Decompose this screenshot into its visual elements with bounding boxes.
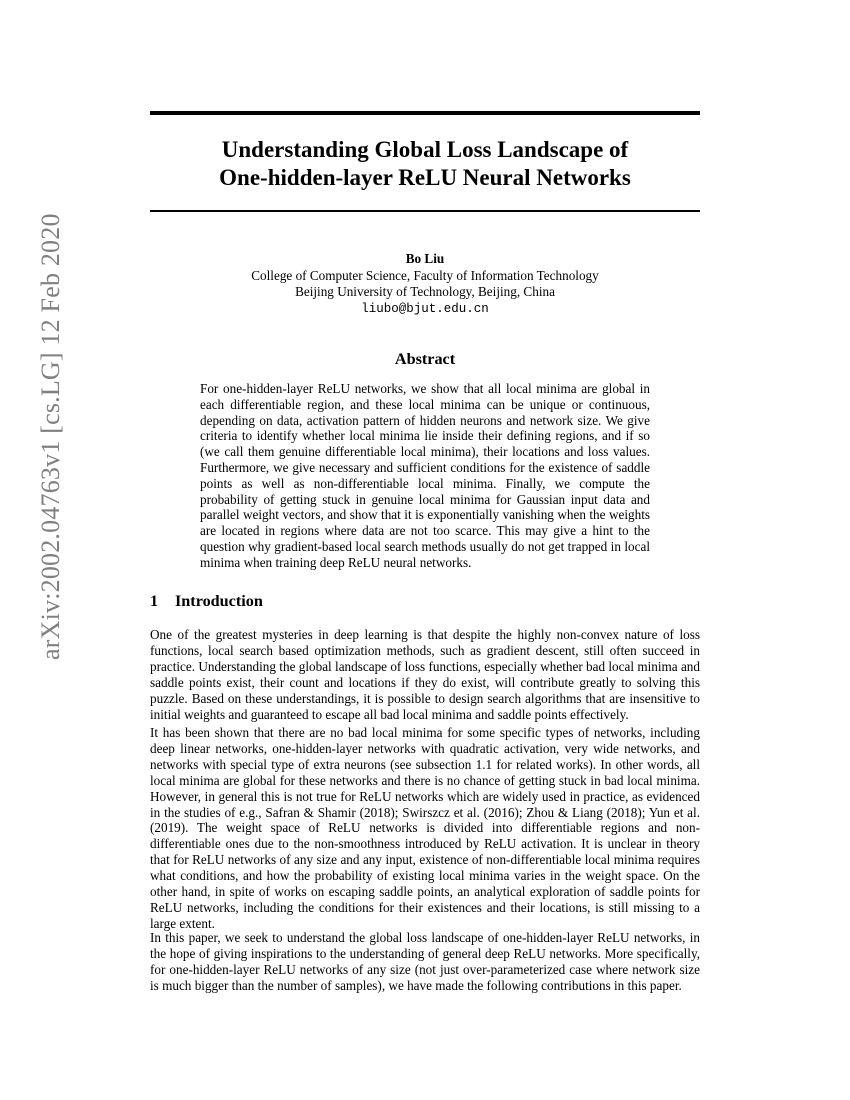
author-email: liubo@bjut.edu.cn — [361, 301, 489, 316]
paper-title — [150, 136, 700, 192]
affiliation-line-2: Beijing University of Technology, Beijing, China — [295, 284, 555, 299]
affiliation-line-1: College of Computer Science, Faculty of Information Technology — [251, 267, 599, 283]
abstract-heading: Abstract — [394, 350, 456, 368]
title-top-rule — [150, 111, 700, 115]
author-name: Bo Liu — [405, 251, 445, 266]
section-number: 1 — [150, 592, 159, 610]
title-bottom-rule — [150, 210, 700, 212]
intro-paragraph-2: It has been shown that there are no bad local minima for some specific types of networks, including deep linear networks, one-hidden-layer networks with quadratic activation, very wide networks, and networks with special type of extra neurons (see subsection 1.1 for related works). In other words, all local minima are global for these networks and there is no chance of getting stuck in bad local minima. However, in general this is not true for ReLU networks which are widely used in practice, as evidenced in the studies of e.g., Safran & Shamir (2018); Swirszcz et al. (2016); Zhou & Liang (2018); Yun et al. (2019). The weight space of ReLU networks is divided into differentiable regions and non-differentiable ones due to the non-smoothness introduced by ReLU activation. It is unclear in theory that for ReLU networks of any size and any input, existence of non-differentiable local minima requires what conditions, and how the probability of existing local minima varies in the weight space. On the other hand, in spite of works on escaping saddle points, an analytical exploration of saddle points for ReLU networks, including the conditions for their existences and their locations, is still missing to a large extent. — [150, 725, 700, 931]
arxiv-identifier: arXiv:2002.04763v1 [cs.LG] 12 Feb 2020 — [36, 213, 65, 660]
abstract-text: For one-hidden-layer ReLU networks, we show that all local minima are global in each differentiable region, and these local minima can be unique or continuous, depending on data, activation pattern of hidden neurons and network size. We give criteria to identify whether local minima lie inside their defining regions, and if so (we call them genuine differentiable local minima), their locations and loss values. Furthermore, we give necessary and sufficient conditions for the existence of saddle points as well as non-differentiable local minima. Finally, we compute the probability of getting stuck in genuine local minima for Gaussian input data and parallel weight vectors, and show that it is exponentially vanishing when the weights are located in regions where data are not too scarce. This may give a hint to the question why gradient-based local search methods usually do not get trapped in local minima when training deep ReLU neural networks. — [200, 381, 650, 570]
section-heading-introduction — [150, 592, 263, 611]
intro-paragraph-3: In this paper, we seek to understand the global loss landscape of one-hidden-layer ReLU networks, in the hope of giving inspirations to the understanding of general deep ReLU networks. More specifically, for one-hidden-layer ReLU networks of any size (not just over-parameterized case where network size is much bigger than the number of samples), we have made the following contributions in this paper. — [150, 930, 700, 993]
author-block — [150, 251, 700, 317]
intro-paragraph-1: One of the greatest mysteries in deep learning is that despite the highly non-convex nature of loss functions, local search based optimization methods, such as gradient descent, still often succeed in practice. Understanding the global landscape of loss functions, especially whether bad local minima and saddle points exist, their count and locations if they do exist, will contribute greatly to solving this puzzle. Based on these understandings, it is possible to design search algorithms that are insensitive to initial weights and guaranteed to escape all bad local minima and saddle points effectively. — [150, 627, 700, 722]
title-line-1: Understanding Global Loss Landscape of — [221, 137, 629, 162]
section-title: Introduction — [175, 592, 263, 610]
title-line-2: One-hidden-layer ReLU Neural Networks — [219, 165, 631, 190]
